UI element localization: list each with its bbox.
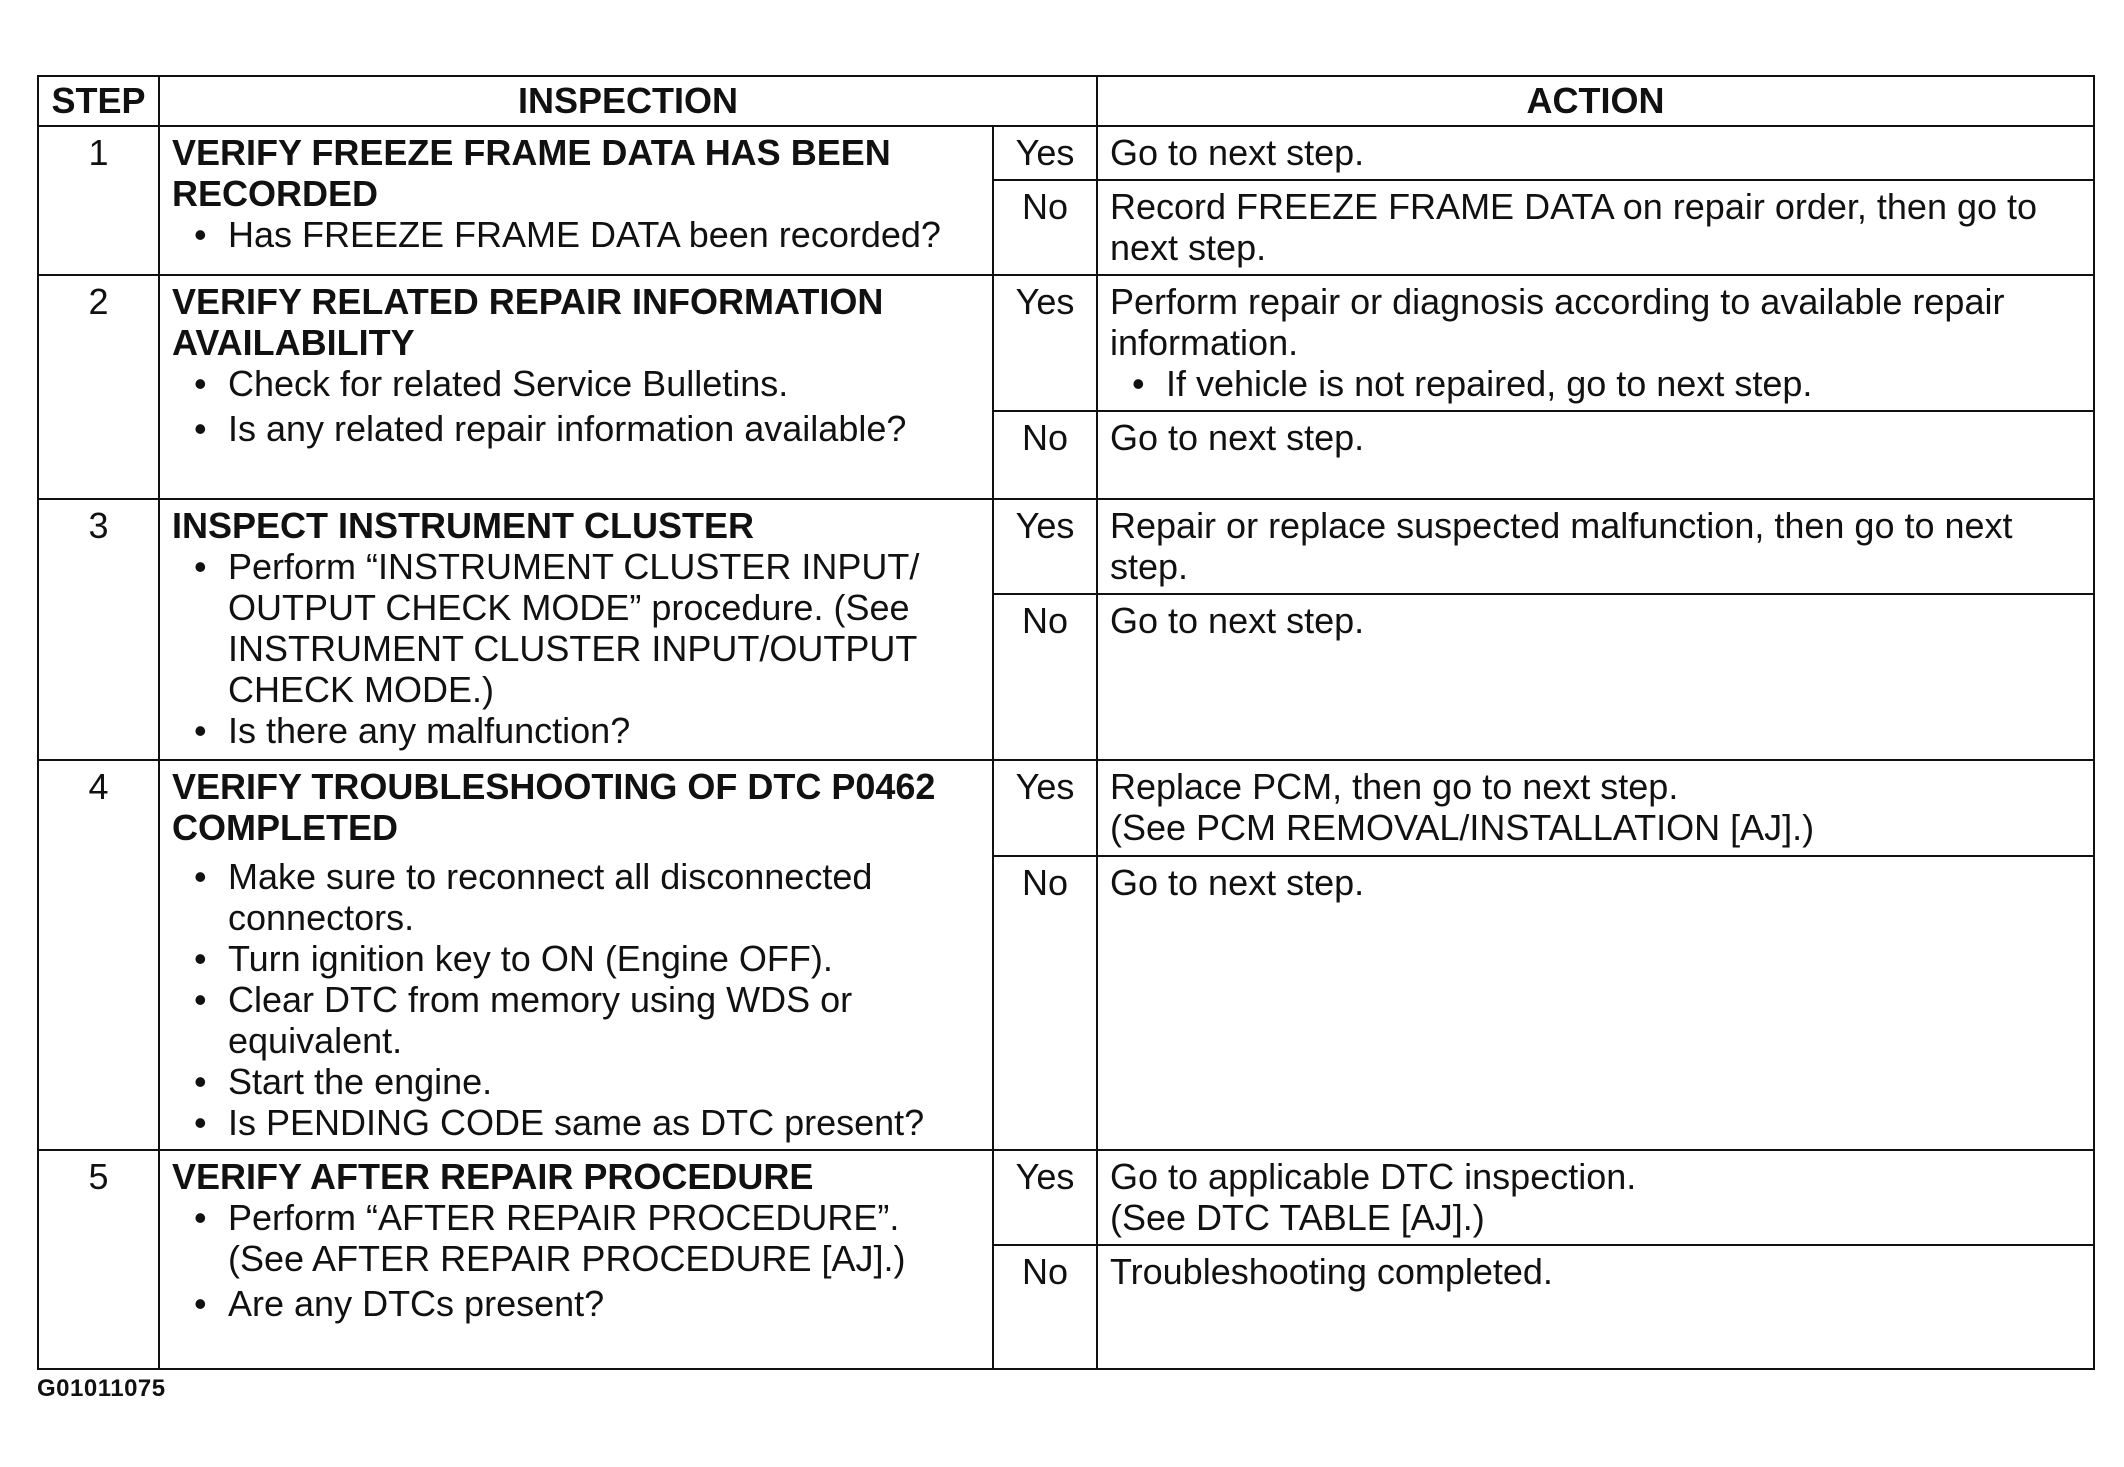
- action-yes: Repair or replace suspected malfunction, then go to next step.: [1097, 499, 2094, 594]
- action-yes: Replace PCM, then go to next step.: [1110, 766, 1679, 807]
- no-label: No: [993, 856, 1097, 1150]
- yes-label: Yes: [993, 126, 1097, 180]
- inspection-cell: [159, 126, 993, 275]
- action-yes-note: (See DTC TABLE [AJ].): [1110, 1197, 1485, 1238]
- action-yes-cell: [1097, 275, 2094, 411]
- inspection-bullets: [172, 1197, 980, 1324]
- step-number: 4: [38, 760, 159, 1150]
- inspection-bullets: [172, 214, 980, 255]
- action-yes-cell: [1097, 760, 2094, 856]
- inspection-bullet: • Is there any malfunction?: [172, 710, 980, 751]
- inspection-title: VERIFY TROUBLESHOOTING OF DTC P0462 COMPLETED: [172, 766, 936, 848]
- action-yes: Go to applicable DTC inspection.: [1110, 1156, 1637, 1197]
- inspection-title: VERIFY RELATED REPAIR INFORMATION AVAILABILITY: [172, 281, 884, 363]
- action-no: Go to next step.: [1097, 411, 2094, 499]
- table-row: [38, 760, 2094, 856]
- header-action: ACTION: [1097, 76, 2094, 126]
- inspection-cell: [159, 275, 993, 499]
- inspection-bullet: • Perform “AFTER REPAIR PROCEDURE”. (See AFTER REPAIR PROCEDURE [AJ].): [172, 1197, 980, 1279]
- yes-label: Yes: [993, 1150, 1097, 1245]
- inspection-bullet: • Is any related repair information available?: [172, 408, 980, 449]
- action-sub-bullets: [1110, 363, 2081, 404]
- action-yes: Go to next step.: [1097, 126, 2094, 180]
- inspection-title: INSPECT INSTRUMENT CLUSTER: [172, 505, 755, 546]
- action-yes: Perform repair or diagnosis according to available repair information.: [1110, 281, 2005, 363]
- no-label: No: [993, 180, 1097, 275]
- inspection-cell: [159, 760, 993, 1150]
- inspection-bullet: • Are any DTCs present?: [172, 1283, 980, 1324]
- step-number: 5: [38, 1150, 159, 1369]
- no-label: No: [993, 411, 1097, 499]
- action-no: Go to next step.: [1097, 856, 2094, 1150]
- diagnostic-procedure-table: [37, 75, 2095, 1370]
- action-yes-note: (See PCM REMOVAL/INSTALLATION [AJ].): [1110, 807, 1815, 848]
- action-yes-cell: [1097, 1150, 2094, 1245]
- inspection-bullets: [172, 856, 980, 1143]
- inspection-bullets: [172, 546, 980, 751]
- inspection-cell: [159, 1150, 993, 1369]
- yes-label: Yes: [993, 760, 1097, 856]
- inspection-bullet: • Has FREEZE FRAME DATA been recorded?: [172, 214, 980, 255]
- no-label: No: [993, 1245, 1097, 1369]
- no-label: No: [993, 594, 1097, 760]
- table-row: [38, 499, 2094, 594]
- inspection-title: VERIFY FREEZE FRAME DATA HAS BEEN RECORDED: [172, 132, 891, 214]
- header-inspection: INSPECTION: [159, 76, 1097, 126]
- step-number: 2: [38, 275, 159, 499]
- inspection-bullet: • Make sure to reconnect all disconnected connectors.: [172, 856, 980, 938]
- inspection-bullet: • Start the engine.: [172, 1061, 980, 1102]
- table-row: [38, 275, 2094, 411]
- action-sub-bullet: • If vehicle is not repaired, go to next step.: [1110, 363, 2081, 404]
- inspection-bullet: • Is PENDING CODE same as DTC present?: [172, 1102, 980, 1143]
- inspection-bullet: • Clear DTC from memory using WDS or equivalent.: [172, 979, 980, 1061]
- table-row: [38, 1150, 2094, 1245]
- inspection-bullets: [172, 363, 980, 449]
- table-row: [38, 126, 2094, 180]
- step-number: 3: [38, 499, 159, 760]
- header-step: STEP: [38, 76, 159, 126]
- action-no: Troubleshooting completed.: [1097, 1245, 2094, 1369]
- inspection-title: VERIFY AFTER REPAIR PROCEDURE: [172, 1156, 814, 1197]
- action-no: Record FREEZE FRAME DATA on repair order, then go to next step.: [1097, 180, 2094, 275]
- table-header-row: [38, 76, 2094, 126]
- step-number: 1: [38, 126, 159, 275]
- yes-label: Yes: [993, 499, 1097, 594]
- inspection-bullet: • Turn ignition key to ON (Engine OFF).: [172, 938, 980, 979]
- inspection-bullet: • Perform “INSTRUMENT CLUSTER INPUT/ OUTPUT CHECK MODE” procedure. (See INSTRUMENT CLUSTER INPUT/OUTPUT CHECK MODE.): [172, 546, 980, 710]
- figure-id: G01011075: [37, 1375, 166, 1402]
- action-no: Go to next step.: [1097, 594, 2094, 760]
- inspection-cell: [159, 499, 993, 760]
- inspection-bullet: • Check for related Service Bulletins.: [172, 363, 980, 404]
- yes-label: Yes: [993, 275, 1097, 411]
